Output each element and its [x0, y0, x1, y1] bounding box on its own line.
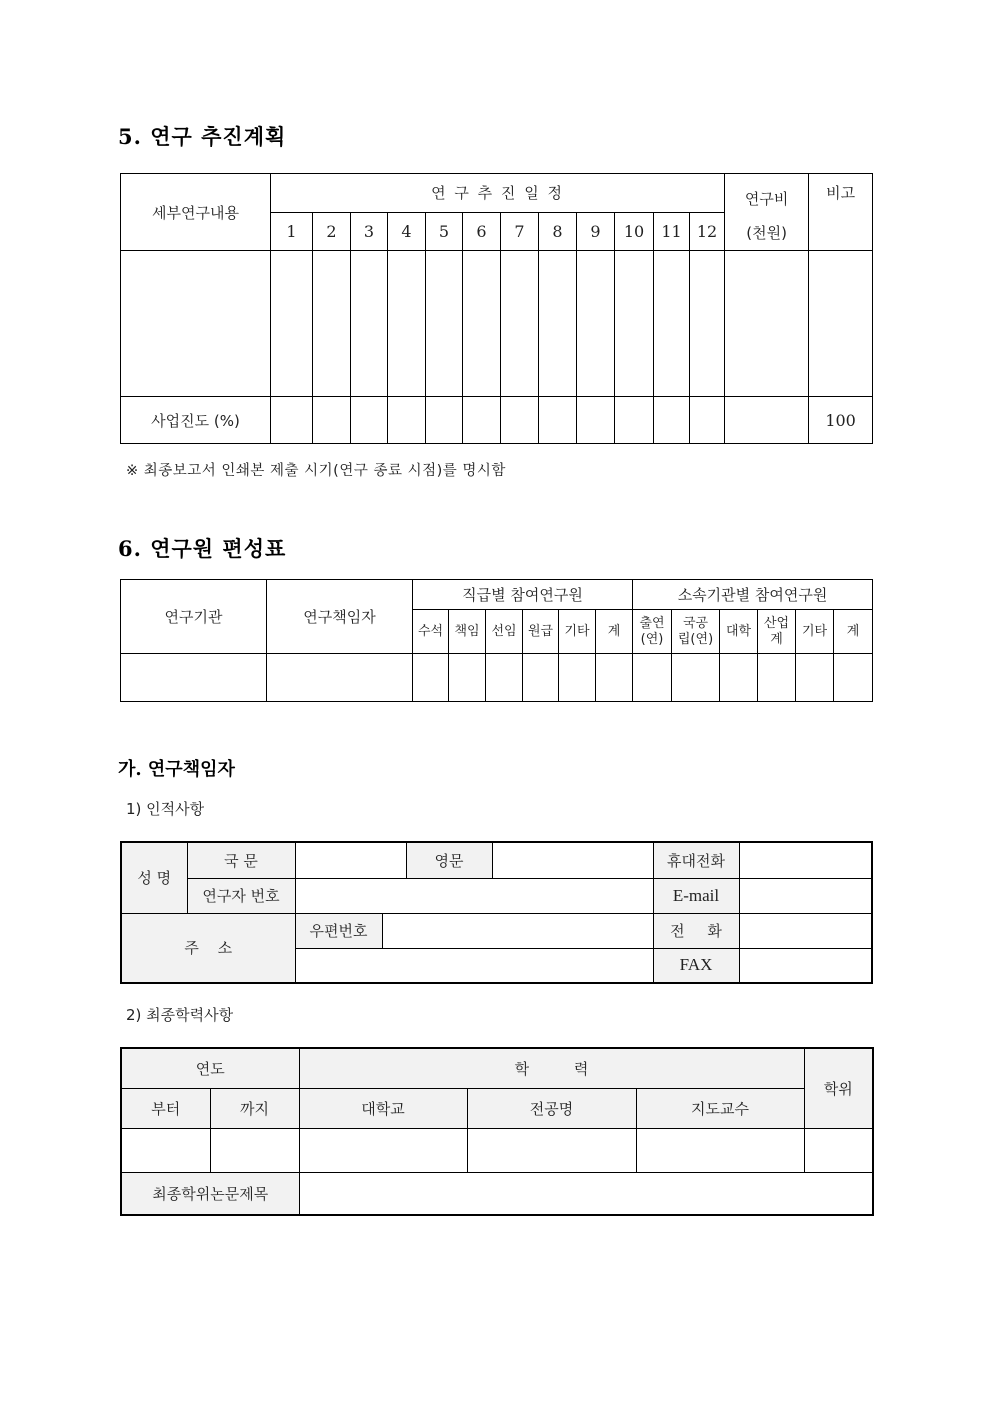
affil-col-line2: (연) [640, 631, 664, 647]
rank-col-header: 선임 [486, 610, 523, 654]
address-field[interactable] [295, 948, 653, 983]
by-affiliation-header: 소속기관별 참여연구원 [633, 580, 873, 610]
month-cell[interactable] [388, 251, 426, 397]
mobile-field[interactable] [739, 842, 872, 878]
section-5-title: 5. 연구 추진계획 [118, 124, 287, 149]
email-label: E-mail [653, 878, 739, 913]
progress-cell[interactable] [313, 397, 351, 444]
personal-info-table [120, 841, 873, 984]
progress-cell[interactable] [463, 397, 501, 444]
month-cell[interactable] [690, 251, 725, 397]
count-cell[interactable] [413, 654, 449, 702]
month-cell[interactable] [654, 251, 690, 397]
progress-row [121, 397, 873, 444]
month-header: 5 [426, 212, 463, 251]
count-cell[interactable] [559, 654, 596, 702]
progress-cell[interactable] [539, 397, 577, 444]
progress-label: 사업진도 (%) [121, 397, 271, 444]
affil-col-line1: 출연 [639, 615, 665, 631]
by-rank-header: 직급별 참여연구원 [413, 580, 633, 610]
progress-total: 100 [809, 397, 873, 444]
month-cell[interactable] [351, 251, 388, 397]
affil-col-header [758, 610, 796, 654]
count-cell[interactable] [720, 654, 758, 702]
roster-row [121, 654, 873, 702]
phone-field[interactable] [739, 913, 872, 948]
month-header: 10 [615, 212, 654, 251]
count-cell[interactable] [633, 654, 672, 702]
english-name-field[interactable] [492, 842, 653, 878]
month-header: 3 [351, 212, 388, 251]
count-cell[interactable] [449, 654, 486, 702]
name-label: 성 명 [121, 842, 187, 913]
fax-field[interactable] [739, 948, 872, 983]
count-cell[interactable] [672, 654, 720, 702]
postal-code-field[interactable] [382, 913, 653, 948]
affil-col-line2: 립(연) [677, 631, 714, 647]
affil-col-line1: 대학 [725, 623, 752, 639]
thesis-title-field[interactable] [299, 1172, 873, 1215]
month-cell[interactable] [463, 251, 501, 397]
month-header: 7 [501, 212, 539, 251]
address-label: 주 소 [121, 913, 295, 983]
progress-cell[interactable] [426, 397, 463, 444]
pi-cell[interactable] [267, 654, 413, 702]
email-field[interactable] [739, 878, 872, 913]
affil-col-line1: 계 [846, 623, 860, 639]
korean-name-field[interactable] [295, 842, 406, 878]
month-cell[interactable] [501, 251, 539, 397]
rank-col-header: 기타 [559, 610, 596, 654]
remark-cell[interactable] [809, 251, 873, 397]
org-cell[interactable] [121, 654, 267, 702]
detail-content-header: 세부연구내용 [121, 174, 271, 251]
pi-header: 연구책임자 [267, 580, 413, 654]
progress-budget-cell[interactable] [725, 397, 809, 444]
remark-header: 비고 [809, 174, 873, 251]
month-header: 12 [690, 212, 725, 251]
thesis-title-label: 최종학위논문제목 [121, 1172, 299, 1215]
major-header: 전공명 [467, 1088, 636, 1128]
budget-header-line2: (천원) [746, 224, 787, 242]
month-cell[interactable] [313, 251, 351, 397]
from-field[interactable] [121, 1128, 210, 1172]
progress-cell[interactable] [271, 397, 313, 444]
month-cell[interactable] [539, 251, 577, 397]
research-plan-table [120, 173, 873, 444]
count-cell[interactable] [523, 654, 559, 702]
count-cell[interactable] [486, 654, 523, 702]
progress-cell[interactable] [690, 397, 725, 444]
researcher-number-label: 연구자 번호 [187, 878, 295, 913]
advisor-header: 지도교수 [636, 1088, 804, 1128]
university-field[interactable] [299, 1128, 467, 1172]
count-cell[interactable] [796, 654, 834, 702]
korean-name-label: 국 문 [187, 842, 295, 878]
month-cell[interactable] [271, 251, 313, 397]
rank-col-header: 원급 [523, 610, 559, 654]
education-header: 학 력 [299, 1048, 804, 1088]
phone-label: 전 화 [653, 913, 739, 948]
progress-cell[interactable] [615, 397, 654, 444]
month-header: 1 [271, 212, 313, 251]
degree-field[interactable] [804, 1128, 873, 1172]
fax-label: FAX [653, 948, 739, 983]
month-cell[interactable] [615, 251, 654, 397]
budget-header-line1: 연구비 [744, 190, 789, 208]
rank-col-header: 수석 [413, 610, 449, 654]
affil-col-line2: 계 [770, 631, 783, 647]
affil-col-header [672, 610, 720, 654]
from-header: 부터 [121, 1088, 210, 1128]
to-field[interactable] [210, 1128, 299, 1172]
education-heading: 2) 최종학력사항 [126, 1006, 234, 1024]
progress-cell[interactable] [388, 397, 426, 444]
month-cell[interactable] [426, 251, 463, 397]
english-name-label: 영문 [406, 842, 492, 878]
month-header: 8 [539, 212, 577, 251]
affil-col-line1: 기타 [801, 623, 828, 639]
to-header: 까지 [210, 1088, 299, 1128]
month-header: 2 [313, 212, 351, 251]
pi-section-title: 가. 연구책임자 [118, 759, 235, 780]
plan-content-row [121, 251, 873, 397]
advisor-field[interactable] [636, 1128, 804, 1172]
affil-col-header [796, 610, 834, 654]
affil-col-header [633, 610, 672, 654]
degree-header: 학위 [804, 1048, 873, 1128]
education-row [121, 1128, 873, 1172]
personal-info-heading: 1) 인적사항 [126, 800, 205, 818]
rank-col-header: 책임 [449, 610, 486, 654]
progress-cell[interactable] [654, 397, 690, 444]
month-cell[interactable] [577, 251, 615, 397]
progress-cell[interactable] [577, 397, 615, 444]
submission-note: ※ 최종보고서 인쇄본 제출 시기(연구 종료 시점)를 명시함 [126, 463, 506, 479]
researcher-roster-table [120, 579, 873, 702]
count-cell[interactable] [596, 654, 633, 702]
affil-col-line1: 산업 [763, 615, 790, 631]
org-header: 연구기관 [121, 580, 267, 654]
progress-cell[interactable] [501, 397, 539, 444]
researcher-number-field[interactable] [295, 878, 653, 913]
budget-header [725, 174, 809, 251]
count-cell[interactable] [834, 654, 873, 702]
major-field[interactable] [467, 1128, 636, 1172]
affil-col-line1: 국공 [682, 615, 709, 631]
detail-content-cell[interactable] [121, 251, 271, 397]
affil-col-header [834, 610, 873, 654]
year-header: 연도 [121, 1048, 299, 1088]
month-header: 9 [577, 212, 615, 251]
university-header: 대학교 [299, 1088, 467, 1128]
education-table [120, 1047, 874, 1216]
month-header: 4 [388, 212, 426, 251]
affil-col-header [720, 610, 758, 654]
section-6-title: 6. 연구원 편성표 [118, 536, 287, 561]
schedule-header: 연 구 추 진 일 정 [271, 174, 725, 213]
postal-code-label: 우편번호 [295, 913, 382, 948]
progress-cell[interactable] [351, 397, 388, 444]
budget-cell[interactable] [725, 251, 809, 397]
mobile-label: 휴대전화 [653, 842, 739, 878]
count-cell[interactable] [758, 654, 796, 702]
month-header: 11 [654, 212, 690, 251]
month-header: 6 [463, 212, 501, 251]
rank-col-header: 계 [596, 610, 633, 654]
